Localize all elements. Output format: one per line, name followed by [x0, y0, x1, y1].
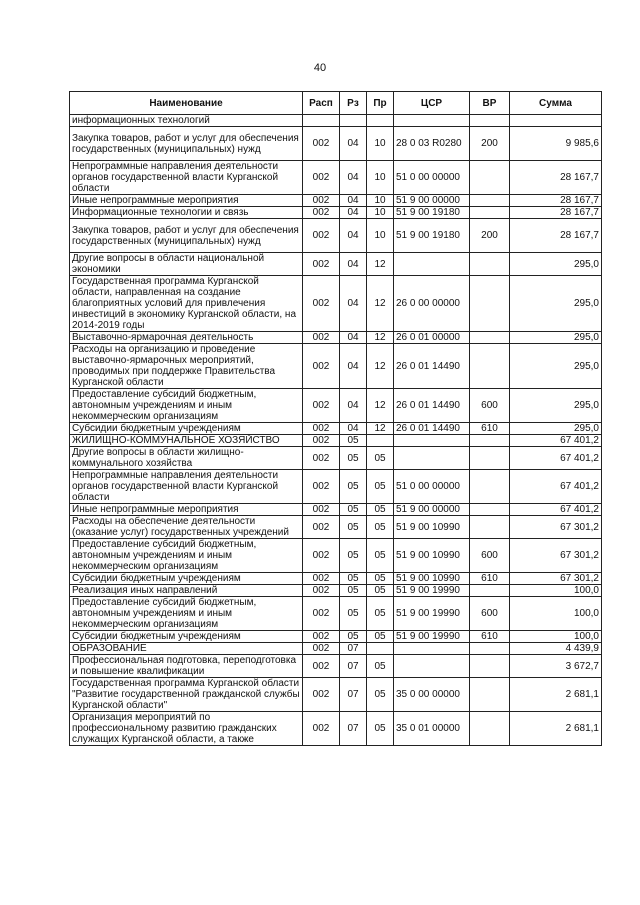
cell-vr — [470, 253, 510, 276]
table-row — [70, 678, 602, 712]
table-row — [70, 195, 602, 207]
cell-rz: 07 — [340, 643, 367, 655]
cell-rasp: 002 — [303, 207, 340, 219]
cell-csr: 51 9 00 19990 — [394, 631, 470, 643]
cell-sum: 9 985,6 — [510, 127, 602, 161]
cell-csr: 26 0 00 00000 — [394, 276, 470, 332]
table-row — [70, 470, 602, 504]
cell-name: Предоставление субсидий бюджетным, автономным учреждениям и иным некоммерческим организациям — [70, 597, 303, 631]
cell-vr: 600 — [470, 597, 510, 631]
cell-name: информационных технологий — [70, 115, 303, 127]
cell-sum: 4 439,9 — [510, 643, 602, 655]
cell-csr: 35 0 00 00000 — [394, 678, 470, 712]
cell-name: Закупка товаров, работ и услуг для обеспечения государственных (муниципальных) нужд — [70, 127, 303, 161]
cell-vr — [470, 195, 510, 207]
table-row — [70, 332, 602, 344]
cell-vr: 610 — [470, 423, 510, 435]
cell-pr: 12 — [367, 253, 394, 276]
cell-vr: 610 — [470, 631, 510, 643]
cell-pr: 05 — [367, 470, 394, 504]
cell-csr — [394, 643, 470, 655]
cell-rz: 04 — [340, 332, 367, 344]
cell-rz: 04 — [340, 127, 367, 161]
cell-name: Субсидии бюджетным учреждениям — [70, 573, 303, 585]
cell-vr — [470, 332, 510, 344]
cell-sum: 2 681,1 — [510, 678, 602, 712]
cell-sum: 28 167,7 — [510, 219, 602, 253]
cell-rz — [340, 115, 367, 127]
cell-vr — [470, 504, 510, 516]
cell-csr: 51 0 00 00000 — [394, 470, 470, 504]
cell-vr — [470, 447, 510, 470]
cell-name: Субсидии бюджетным учреждениям — [70, 423, 303, 435]
column-header-sum: Сумма — [510, 92, 602, 115]
cell-csr: 51 9 00 19990 — [394, 585, 470, 597]
cell-name: Расходы на обеспечение деятельности (оказание услуг) государственных учреждений — [70, 516, 303, 539]
cell-rz: 07 — [340, 678, 367, 712]
cell-vr: 200 — [470, 219, 510, 253]
cell-sum: 67 401,2 — [510, 504, 602, 516]
cell-csr: 51 9 00 10990 — [394, 539, 470, 573]
cell-rasp: 002 — [303, 195, 340, 207]
cell-vr — [470, 115, 510, 127]
table-row — [70, 344, 602, 389]
cell-csr: 51 9 00 19180 — [394, 207, 470, 219]
cell-sum: 67 301,2 — [510, 516, 602, 539]
cell-pr: 05 — [367, 585, 394, 597]
cell-vr — [470, 161, 510, 195]
table-row — [70, 115, 602, 127]
cell-name: Другие вопросы в области жилищно-коммунального хозяйства — [70, 447, 303, 470]
cell-sum: 100,0 — [510, 631, 602, 643]
table-row — [70, 631, 602, 643]
table-row — [70, 207, 602, 219]
cell-csr: 51 9 00 19990 — [394, 597, 470, 631]
table-row — [70, 643, 602, 655]
cell-pr: 05 — [367, 597, 394, 631]
cell-csr — [394, 655, 470, 678]
cell-name: Предоставление субсидий бюджетным, автономным учреждениям и иным некоммерческим организациям — [70, 389, 303, 423]
cell-sum — [510, 115, 602, 127]
cell-rz: 04 — [340, 389, 367, 423]
cell-vr — [470, 712, 510, 746]
cell-rz: 05 — [340, 516, 367, 539]
cell-rasp: 002 — [303, 539, 340, 573]
cell-rz: 04 — [340, 423, 367, 435]
cell-pr: 05 — [367, 631, 394, 643]
cell-vr: 600 — [470, 389, 510, 423]
cell-pr: 05 — [367, 655, 394, 678]
cell-vr — [470, 655, 510, 678]
cell-pr: 10 — [367, 219, 394, 253]
cell-rz: 05 — [340, 539, 367, 573]
cell-pr: 12 — [367, 332, 394, 344]
cell-pr — [367, 115, 394, 127]
cell-sum: 67 301,2 — [510, 573, 602, 585]
page-number: 40 — [313, 62, 327, 74]
cell-rasp: 002 — [303, 655, 340, 678]
cell-pr: 10 — [367, 207, 394, 219]
cell-pr: 10 — [367, 161, 394, 195]
cell-pr: 05 — [367, 504, 394, 516]
cell-sum: 295,0 — [510, 423, 602, 435]
table-row — [70, 389, 602, 423]
cell-rz: 05 — [340, 435, 367, 447]
cell-csr — [394, 447, 470, 470]
cell-sum: 295,0 — [510, 253, 602, 276]
cell-csr — [394, 253, 470, 276]
table-row — [70, 127, 602, 161]
cell-csr: 26 0 01 14490 — [394, 389, 470, 423]
cell-rasp: 002 — [303, 712, 340, 746]
cell-sum: 295,0 — [510, 344, 602, 389]
cell-sum: 28 167,7 — [510, 207, 602, 219]
cell-csr: 51 9 00 19180 — [394, 219, 470, 253]
cell-rz: 04 — [340, 219, 367, 253]
cell-pr: 05 — [367, 712, 394, 746]
column-header-rasp: Расп — [303, 92, 340, 115]
cell-pr: 10 — [367, 195, 394, 207]
cell-name: Иные непрограммные мероприятия — [70, 195, 303, 207]
cell-rasp: 002 — [303, 435, 340, 447]
column-header-pr: Пр — [367, 92, 394, 115]
cell-vr — [470, 207, 510, 219]
cell-pr: 05 — [367, 573, 394, 585]
cell-vr: 200 — [470, 127, 510, 161]
cell-pr: 12 — [367, 344, 394, 389]
cell-pr: 12 — [367, 423, 394, 435]
cell-sum: 3 672,7 — [510, 655, 602, 678]
cell-rz: 07 — [340, 655, 367, 678]
cell-vr — [470, 435, 510, 447]
cell-rasp: 002 — [303, 447, 340, 470]
table-row — [70, 573, 602, 585]
cell-vr — [470, 678, 510, 712]
cell-rasp: 002 — [303, 573, 340, 585]
cell-sum: 295,0 — [510, 332, 602, 344]
table-row — [70, 712, 602, 746]
table-body — [70, 115, 602, 746]
cell-name: Другие вопросы в области национальной экономики — [70, 253, 303, 276]
column-header-vr: ВР — [470, 92, 510, 115]
cell-rasp: 002 — [303, 423, 340, 435]
cell-sum: 2 681,1 — [510, 712, 602, 746]
column-header-rz: Рз — [340, 92, 367, 115]
cell-rz: 04 — [340, 207, 367, 219]
cell-name: Реализация иных направлений — [70, 585, 303, 597]
cell-name: Расходы на организацию и проведение выставочно-ярмарочных мероприятий, проводимых при поддержке Правительства Курганской области — [70, 344, 303, 389]
table-row — [70, 219, 602, 253]
cell-rz: 05 — [340, 585, 367, 597]
cell-rz: 05 — [340, 573, 367, 585]
cell-name: Закупка товаров, работ и услуг для обеспечения государственных (муниципальных) нужд — [70, 219, 303, 253]
cell-name: Непрограммные направления деятельности органов государственной власти Курганской области — [70, 470, 303, 504]
cell-rz: 05 — [340, 631, 367, 643]
table-row — [70, 539, 602, 573]
cell-rz: 04 — [340, 161, 367, 195]
cell-name: Организация мероприятий по профессиональному развитию гражданских служащих Курганской области, а также — [70, 712, 303, 746]
cell-name: Государственная программа Курганской области, направленная на создание благоприятных условий для привлечения инвестиций в экономику Курганской области, на 2014-2019 годы — [70, 276, 303, 332]
cell-rz: 04 — [340, 344, 367, 389]
cell-name: ЖИЛИЩНО-КОММУНАЛЬНОЕ ХОЗЯЙСТВО — [70, 435, 303, 447]
cell-rasp: 002 — [303, 161, 340, 195]
cell-vr — [470, 516, 510, 539]
cell-vr — [470, 585, 510, 597]
cell-sum: 67 401,2 — [510, 470, 602, 504]
cell-csr: 51 9 00 00000 — [394, 504, 470, 516]
cell-rz: 04 — [340, 253, 367, 276]
table-row — [70, 585, 602, 597]
table-row — [70, 435, 602, 447]
cell-sum: 67 401,2 — [510, 447, 602, 470]
cell-rasp: 002 — [303, 219, 340, 253]
cell-vr: 610 — [470, 573, 510, 585]
cell-name: Выставочно-ярмарочная деятельность — [70, 332, 303, 344]
table-row — [70, 423, 602, 435]
cell-csr: 51 0 00 00000 — [394, 161, 470, 195]
cell-rasp: 002 — [303, 470, 340, 504]
table-row — [70, 276, 602, 332]
cell-rasp: 002 — [303, 631, 340, 643]
budget-table — [69, 91, 602, 746]
cell-name: Субсидии бюджетным учреждениям — [70, 631, 303, 643]
table-row — [70, 253, 602, 276]
cell-rz: 05 — [340, 470, 367, 504]
cell-rasp: 002 — [303, 585, 340, 597]
cell-rz: 04 — [340, 195, 367, 207]
cell-rasp: 002 — [303, 643, 340, 655]
column-header-csr: ЦСР — [394, 92, 470, 115]
cell-rasp: 002 — [303, 389, 340, 423]
cell-rasp: 002 — [303, 504, 340, 516]
table-row — [70, 161, 602, 195]
cell-rasp: 002 — [303, 678, 340, 712]
cell-pr: 05 — [367, 516, 394, 539]
cell-rz: 07 — [340, 712, 367, 746]
cell-csr: 51 9 00 10990 — [394, 573, 470, 585]
cell-vr: 600 — [470, 539, 510, 573]
cell-rz: 05 — [340, 597, 367, 631]
table-row — [70, 504, 602, 516]
cell-csr: 26 0 01 00000 — [394, 332, 470, 344]
cell-name: Иные непрограммные мероприятия — [70, 504, 303, 516]
cell-sum: 67 301,2 — [510, 539, 602, 573]
cell-pr: 12 — [367, 389, 394, 423]
cell-name: Государственная программа Курганской области "Развитие государственной гражданской службы Курганской области" — [70, 678, 303, 712]
cell-sum: 67 401,2 — [510, 435, 602, 447]
column-header-name: Наименование — [70, 92, 303, 115]
cell-csr: 26 0 01 14490 — [394, 423, 470, 435]
cell-rasp: 002 — [303, 253, 340, 276]
cell-csr: 51 9 00 00000 — [394, 195, 470, 207]
table-row — [70, 447, 602, 470]
cell-sum: 295,0 — [510, 389, 602, 423]
cell-pr: 05 — [367, 447, 394, 470]
cell-pr — [367, 435, 394, 447]
table-row — [70, 655, 602, 678]
table-row — [70, 516, 602, 539]
cell-pr — [367, 643, 394, 655]
cell-pr: 10 — [367, 127, 394, 161]
cell-name: Предоставление субсидий бюджетным, автономным учреждениям и иным некоммерческим организациям — [70, 539, 303, 573]
cell-pr: 12 — [367, 276, 394, 332]
cell-sum: 28 167,7 — [510, 195, 602, 207]
cell-csr: 26 0 01 14490 — [394, 344, 470, 389]
cell-vr — [470, 470, 510, 504]
cell-sum: 295,0 — [510, 276, 602, 332]
cell-rasp: 002 — [303, 332, 340, 344]
cell-vr — [470, 643, 510, 655]
cell-rz: 05 — [340, 504, 367, 516]
cell-rasp: 002 — [303, 276, 340, 332]
cell-name: ОБРАЗОВАНИЕ — [70, 643, 303, 655]
cell-rz: 04 — [340, 276, 367, 332]
table-header-row — [70, 92, 602, 115]
cell-csr — [394, 115, 470, 127]
cell-name: Профессиональная подготовка, переподготовка и повышение квалификации — [70, 655, 303, 678]
cell-sum: 100,0 — [510, 597, 602, 631]
cell-csr — [394, 435, 470, 447]
cell-sum: 28 167,7 — [510, 161, 602, 195]
cell-csr: 51 9 00 10990 — [394, 516, 470, 539]
cell-rasp: 002 — [303, 516, 340, 539]
cell-sum: 100,0 — [510, 585, 602, 597]
cell-rz: 05 — [340, 447, 367, 470]
cell-rasp: 002 — [303, 344, 340, 389]
cell-pr: 05 — [367, 678, 394, 712]
cell-csr: 35 0 01 00000 — [394, 712, 470, 746]
cell-vr — [470, 276, 510, 332]
cell-name: Непрограммные направления деятельности органов государственной власти Курганской области — [70, 161, 303, 195]
cell-rasp: 002 — [303, 597, 340, 631]
cell-csr: 28 0 03 R0280 — [394, 127, 470, 161]
cell-vr — [470, 344, 510, 389]
cell-rasp: 002 — [303, 127, 340, 161]
cell-name: Информационные технологии и связь — [70, 207, 303, 219]
cell-rasp — [303, 115, 340, 127]
table-row — [70, 597, 602, 631]
cell-pr: 05 — [367, 539, 394, 573]
